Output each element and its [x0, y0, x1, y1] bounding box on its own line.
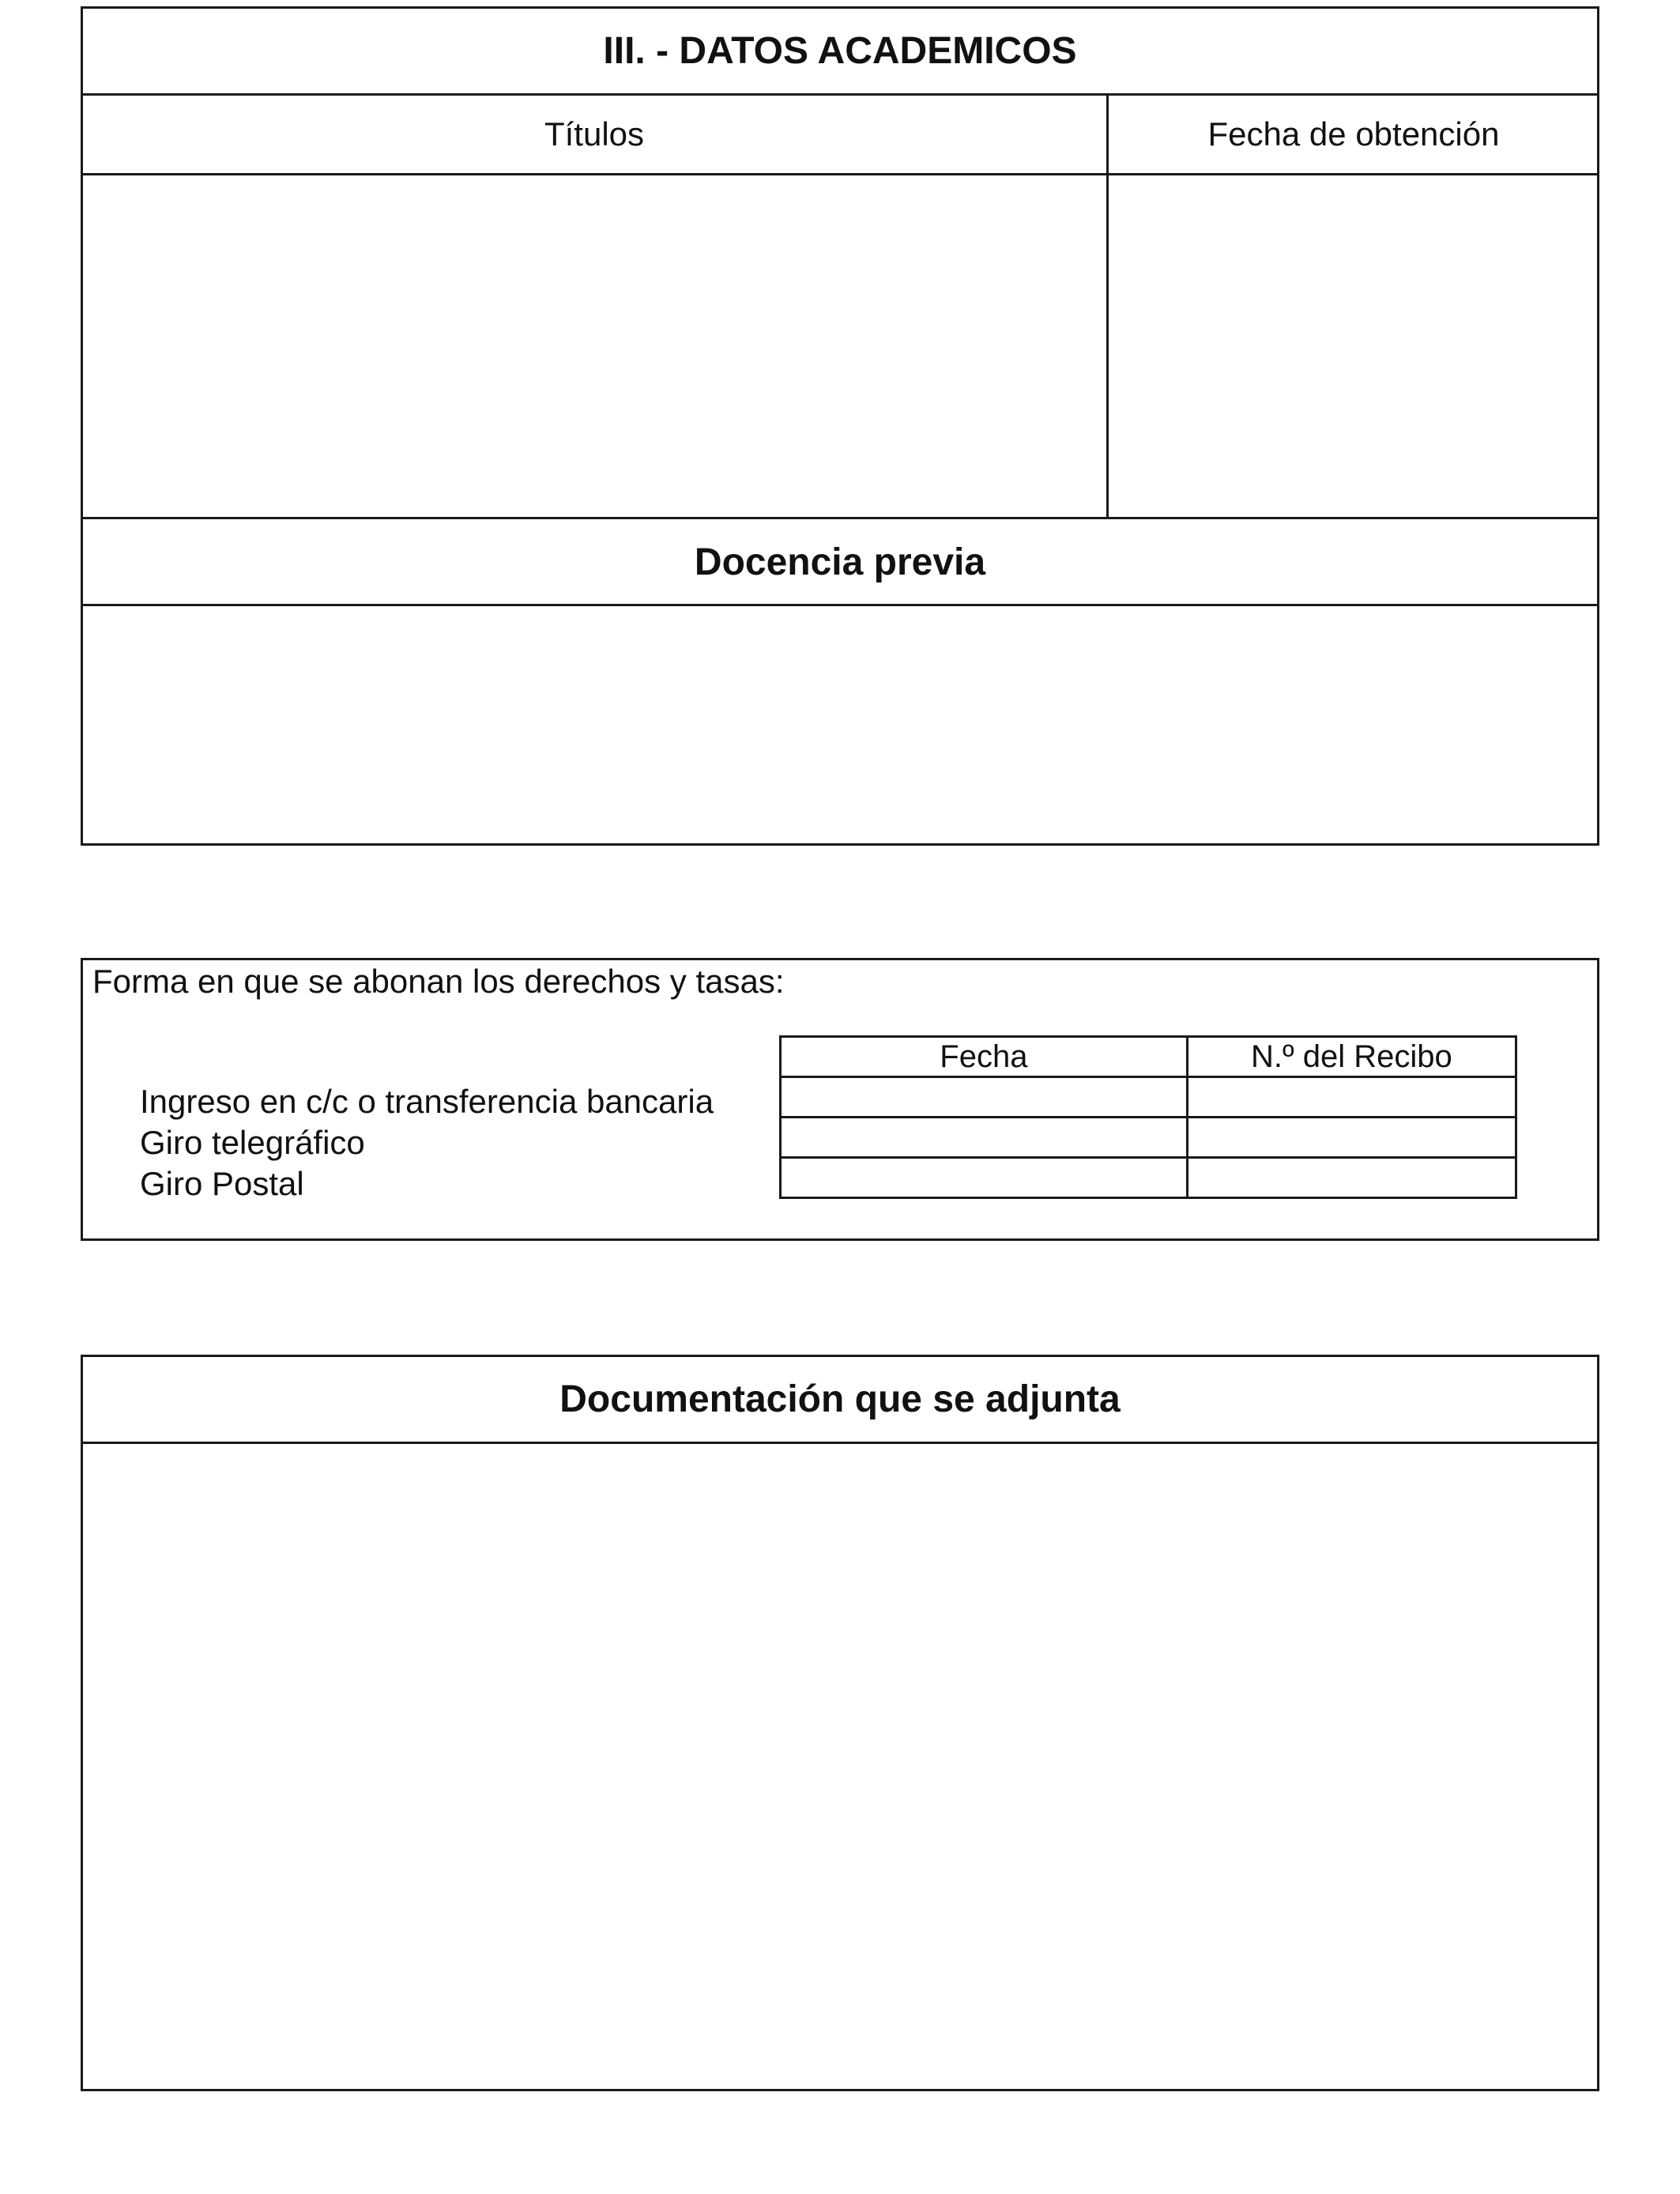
titles-entry-area[interactable] — [83, 175, 1106, 517]
titles-column-header: Títulos — [544, 115, 645, 153]
payment-receipt-table — [779, 1035, 1517, 1199]
date-obtained-column-header: Fecha de obtención — [1207, 115, 1500, 153]
receipt-number-cell[interactable] — [1187, 1077, 1516, 1118]
payment-method-postal-order: Giro Postal — [140, 1165, 304, 1202]
column-divider — [1106, 95, 1109, 518]
receipt-date-cell[interactable] — [781, 1077, 1188, 1118]
receipt-number-header: N.º del Recibo — [1187, 1037, 1516, 1077]
receipt-date-cell[interactable] — [781, 1118, 1188, 1158]
date-obtained-entry-area[interactable] — [1109, 175, 1597, 517]
documentation-title: Documentación que se adjunta — [559, 1378, 1121, 1420]
payment-method-bank-transfer: Ingreso en c/c o transferencia bancaria — [140, 1083, 714, 1120]
payment-method-telegraphic-order: Giro telegráfico — [140, 1124, 365, 1161]
academic-section-title: III. - DATOS ACADEMICOS — [603, 29, 1077, 72]
prior-teaching-entry-area[interactable] — [83, 606, 1597, 843]
receipt-number-cell[interactable] — [1187, 1118, 1516, 1158]
prior-teaching-title: Docencia previa — [694, 541, 986, 583]
receipt-date-cell[interactable] — [781, 1158, 1188, 1198]
documentation-entry-area[interactable] — [83, 1444, 1597, 2089]
receipt-date-header: Fecha — [781, 1037, 1188, 1077]
receipt-number-cell[interactable] — [1187, 1158, 1516, 1198]
payment-intro-text: Forma en que se abonan los derechos y tasas: — [92, 963, 785, 1000]
